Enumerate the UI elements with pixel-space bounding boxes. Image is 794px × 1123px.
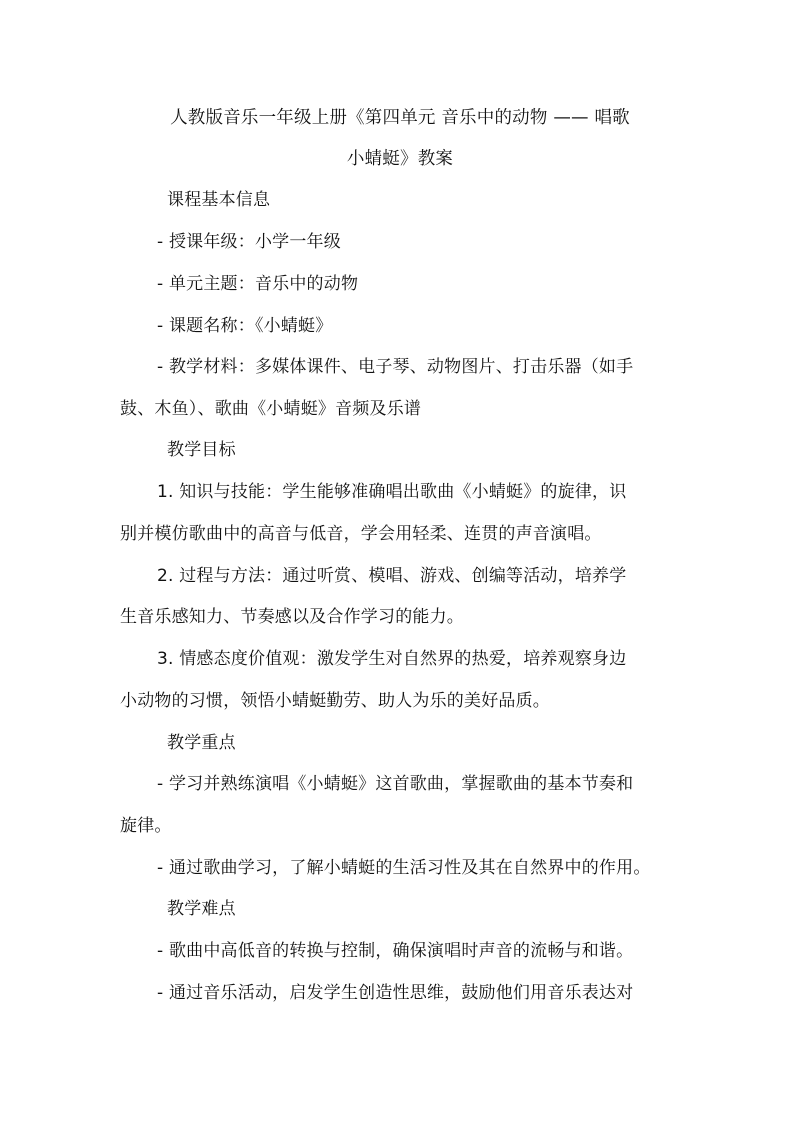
section-heading-objectives: 教学目标 bbox=[167, 440, 236, 460]
key-point-1-line-1: - 学习并熟练演唱《小蜻蜓》这首歌曲，掌握歌曲的基本节奏和 bbox=[157, 774, 634, 794]
info-materials-line-1: - 教学材料：多媒体课件、电子琴、动物图片、打击乐器（如手 bbox=[157, 357, 634, 377]
info-materials-line-2: 鼓、木鱼）、歌曲《小蜻蜓》音频及乐谱 bbox=[120, 399, 422, 419]
info-grade: - 授课年级：小学一年级 bbox=[157, 232, 341, 252]
key-point-1-line-2: 旋律。 bbox=[120, 816, 172, 836]
key-point-2-line-1: - 通过歌曲学习，了解小蜻蜓的生活习性及其在自然界中的作用。 bbox=[157, 858, 651, 878]
info-unit-theme: - 单元主题：音乐中的动物 bbox=[157, 274, 359, 294]
section-heading-key-points: 教学重点 bbox=[167, 733, 236, 753]
document-title-line-2: 小蜻蜓》教案 bbox=[346, 149, 454, 169]
difficulty-1-line-1: - 歌曲中高低音的转换与控制，确保演唱时声音的流畅与和谐。 bbox=[157, 941, 634, 961]
objective-2-line-2: 生音乐感知力、节奏感以及合作学习的能力。 bbox=[120, 607, 464, 627]
objective-3-line-2: 小动物的习惯，领悟小蜻蜓勤劳、助人为乐的美好品质。 bbox=[120, 691, 550, 711]
info-lesson-name: - 课题名称：《小蜻蜓》 bbox=[157, 316, 333, 336]
difficulty-2-line-1: - 通过音乐活动，启发学生创造性思维，鼓励他们用音乐表达对 bbox=[157, 983, 634, 1003]
objective-1-line-1: 1. 知识与技能：学生能够准确唱出歌曲《小蜻蜓》的旋律，识 bbox=[157, 482, 627, 502]
objective-3-line-1: 3. 情感态度价值观：激发学生对自然界的热爱，培养观察身边 bbox=[157, 649, 627, 669]
section-heading-difficulties: 教学难点 bbox=[167, 899, 236, 919]
objective-2-line-1: 2. 过程与方法：通过听赏、模唱、游戏、创编等活动，培养学 bbox=[157, 566, 627, 586]
document-title-line-1: 人教版音乐一年级上册《第四单元 音乐中的动物 —— 唱歌 bbox=[170, 108, 630, 128]
section-heading-basic-info: 课程基本信息 bbox=[167, 190, 271, 210]
objective-1-line-2: 别并模仿歌曲中的高音与低音，学会用轻柔、连贯的声音演唱。 bbox=[120, 524, 602, 544]
